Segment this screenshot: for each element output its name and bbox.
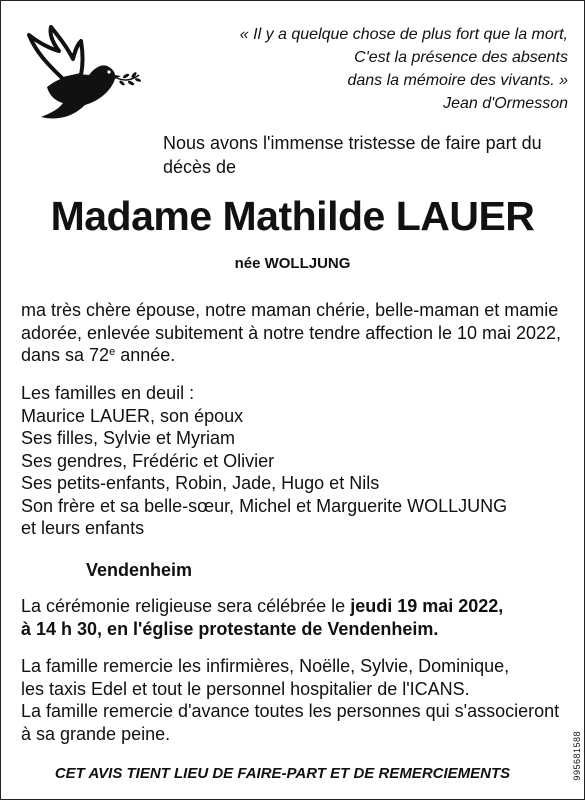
tribute-paragraph: [21, 299, 566, 367]
thanks-line: les taxis Edel et tout le personnel hospitalier de l'ICANS.: [21, 678, 470, 699]
ceremony-paragraph: [21, 595, 566, 640]
footer-notice: CET AVIS TIENT LIEU DE FAIRE-PART ET DE REMERCIEMENTS: [54, 765, 511, 782]
tribute-line: adorée, enlevée subitement à notre tendre affection le 10 mai 2022,: [21, 322, 562, 343]
ordinal-suffix: e: [109, 346, 116, 358]
ceremony-date: jeudi 19 mai 2022,: [350, 596, 504, 616]
family-member: Ses petits-enfants, Robin, Jade, Hugo et Nils: [21, 473, 380, 493]
quote-author: Jean d'Ormesson: [443, 95, 568, 112]
thanks-line: La famille remercie les infirmières, Noëlle, Sylvie, Dominique,: [21, 656, 510, 676]
dove-icon: [23, 21, 141, 129]
maiden-name: née WOLLJUNG: [234, 255, 351, 272]
quote-block: [188, 23, 568, 115]
tribute-line-end: année.: [115, 345, 176, 365]
reference-number: 995681588: [572, 731, 582, 781]
intro-line: décès de: [163, 157, 237, 177]
family-member: et leurs enfants: [21, 518, 145, 538]
families-heading: Les familles en deuil :: [21, 383, 195, 403]
place-name: Vendenheim: [86, 560, 193, 580]
quote-line: C'est la présence des absents: [354, 49, 568, 66]
ceremony-time-location: à 14 h 30, en l'église protestante de Vendenheim.: [21, 618, 439, 639]
ceremony-line: [21, 595, 566, 618]
thanks-paragraph: [21, 655, 566, 745]
family-member: Son frère et sa belle-sœur, Michel et Marguerite WOLLJUNG: [21, 495, 508, 516]
thanks-line: à sa grande peine.: [21, 723, 171, 744]
tribute-age-text: dans sa 72: [21, 345, 110, 365]
intro-text: [163, 131, 568, 179]
family-member: Ses filles, Sylvie et Myriam: [21, 428, 236, 448]
tribute-line: [21, 344, 566, 367]
ceremony-text: La cérémonie religieuse sera célébrée le: [21, 596, 351, 616]
intro-line: Nous avons l'immense tristesse de faire part du: [163, 133, 542, 153]
quote-line: « Il y a quelque chose de plus fort que la mort,: [239, 26, 568, 43]
deceased-name: Madame Mathilde LAUER: [50, 193, 535, 239]
thanks-line: La famille remercie d'avance toutes les personnes qui s'associeront: [21, 701, 560, 721]
families-list: [21, 382, 566, 540]
tribute-line: ma très chère épouse, notre maman chérie, belle-maman et mamie: [21, 300, 559, 320]
quote-line: dans la mémoire des vivants. »: [347, 72, 568, 89]
family-member: Ses gendres, Frédéric et Olivier: [21, 450, 275, 471]
family-member: Maurice LAUER, son époux: [21, 405, 244, 426]
